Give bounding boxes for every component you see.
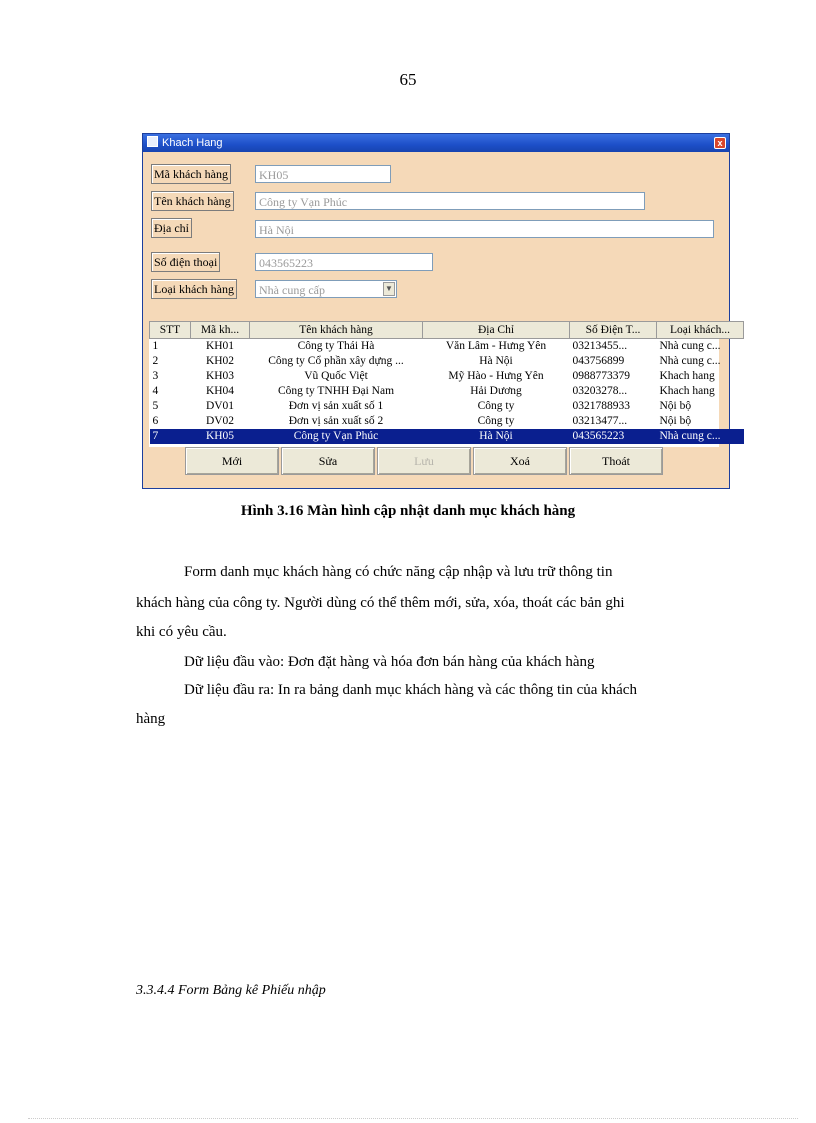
cell-code: DV02	[205, 415, 235, 427]
exit-button[interactable]: Thoát	[569, 447, 663, 475]
cell-name: Công ty Cổ phần xây dựng ...	[268, 355, 404, 367]
table-row-selected[interactable]	[150, 429, 744, 444]
figure-caption: Hình 3.16 Màn hình cập nhật danh mục khách hàng	[240, 503, 576, 519]
cell-name: Đơn vị sản xuất số 1	[288, 400, 384, 412]
cell-type: Nội bộ	[659, 400, 692, 412]
cell-type: Nội bộ	[659, 415, 692, 427]
cell-phone: 03203278...	[572, 385, 628, 397]
col-header-stt[interactable]: STT	[150, 322, 191, 339]
customer-type-select[interactable]	[255, 280, 397, 298]
cell-name: Đơn vị sản xuất số 2	[288, 415, 384, 427]
cell-phone: 043756899	[572, 355, 625, 367]
close-icon[interactable]: x	[714, 137, 726, 149]
col-header-phone[interactable]: Số Điện T...	[570, 322, 657, 339]
table-row[interactable]	[150, 399, 744, 414]
cell-address: Hà Nội	[479, 355, 513, 367]
cell-code: KH03	[205, 370, 235, 382]
cell-phone: 03213455...	[572, 340, 628, 352]
label-customer-code: Mã khách hàng	[151, 164, 231, 184]
cell-type: Nhà cung c...	[659, 340, 721, 352]
table-row[interactable]	[150, 354, 744, 369]
cell-address: Văn Lâm - Hưng Yên	[445, 340, 547, 352]
cell-type: Nhà cung c...	[657, 429, 744, 444]
label-customer-name: Tên khách hàng	[151, 191, 234, 211]
cell-type: Nhà cung c...	[659, 355, 721, 367]
cell-type: Khach hang	[659, 385, 715, 397]
customer-grid[interactable]	[149, 321, 731, 447]
paragraph-line: hàng	[136, 711, 166, 727]
cell-code: KH04	[205, 385, 235, 397]
cell-code: KH01	[205, 340, 235, 352]
col-header-type[interactable]: Loại khách...	[657, 322, 744, 339]
cell-stt: 2	[152, 355, 159, 367]
cell-stt: 6	[152, 415, 159, 427]
address-input[interactable]: Hà Nội	[255, 220, 714, 238]
cell-address: Mỹ Hào - Hưng Yên	[448, 370, 544, 382]
new-button[interactable]: Mới	[185, 447, 279, 475]
delete-button[interactable]: Xoá	[473, 447, 567, 475]
cell-stt: 7	[150, 429, 191, 444]
app-icon	[147, 136, 158, 147]
table-row[interactable]	[150, 339, 744, 355]
cell-type: Khach hang	[659, 370, 715, 382]
paragraph-line: khách hàng của công ty. Người dùng có thể thêm mới, sửa, xóa, thoát các bản ghi	[136, 595, 625, 611]
customer-code-input[interactable]: KH05	[255, 165, 391, 183]
cell-stt: 1	[152, 340, 159, 352]
cell-name: Vũ Quốc Việt	[304, 370, 368, 382]
cell-stt: 3	[152, 370, 159, 382]
cell-phone: 043565223	[570, 429, 657, 444]
label-address: Địa chỉ	[151, 218, 192, 238]
customer-window	[142, 133, 730, 489]
cell-phone: 0321788933	[572, 400, 630, 412]
phone-input[interactable]: 043565223	[255, 253, 433, 271]
col-header-code[interactable]: Mã kh...	[191, 322, 250, 339]
section-heading: 3.3.4.4 Form Bảng kê Phiếu nhập	[136, 983, 326, 998]
cell-address: Hải Dương	[470, 385, 522, 397]
cell-name: Công ty Vạn Phúc	[250, 429, 423, 444]
label-customer-type: Loại khách hàng	[151, 279, 237, 299]
customer-type-value: Nhà cung cấp	[259, 283, 325, 297]
table-row[interactable]	[150, 369, 744, 384]
col-header-address[interactable]: Địa Chỉ	[423, 322, 570, 339]
table-row[interactable]	[150, 384, 744, 399]
window-title: Khach Hang	[162, 137, 223, 149]
save-button[interactable]: Lưu	[377, 447, 471, 475]
cell-address: Hà Nội	[423, 429, 570, 444]
table-row[interactable]	[150, 414, 744, 429]
cell-name: Công ty Thái Hà	[297, 340, 375, 352]
window-titlebar[interactable]	[143, 134, 729, 152]
cell-stt: 4	[152, 385, 159, 397]
chevron-down-icon[interactable]: ▼	[383, 282, 395, 296]
grid-header-row	[150, 322, 744, 339]
customer-name-input[interactable]: Công ty Vạn Phúc	[255, 192, 645, 210]
paragraph-line: khi có yêu cầu.	[136, 624, 227, 640]
edit-button[interactable]: Sửa	[281, 447, 375, 475]
cell-phone: 03213477...	[572, 415, 628, 427]
page-number: 65	[399, 70, 417, 89]
cell-name: Công ty TNHH Đại Nam	[277, 385, 395, 397]
cell-address: Công ty	[477, 400, 515, 412]
cell-code: KH02	[205, 355, 235, 367]
paragraph-line: Dữ liệu đầu ra: In ra bảng danh mục khách hàng và các thông tin của khách	[184, 682, 637, 698]
paragraph-line: Form danh mục khách hàng có chức năng cập nhập và lưu trữ thông tin	[184, 564, 613, 580]
paragraph-line: Dữ liệu đầu vào: Đơn đặt hàng và hóa đơn bán hàng của khách hàng	[184, 654, 595, 670]
cell-address: Công ty	[477, 415, 515, 427]
footer-divider	[28, 1118, 798, 1119]
cell-code: KH05	[191, 429, 250, 444]
cell-stt: 5	[152, 400, 159, 412]
cell-code: DV01	[205, 400, 235, 412]
cell-phone: 0988773379	[572, 370, 630, 382]
col-header-name[interactable]: Tên khách hàng	[250, 322, 423, 339]
label-phone: Số điện thoại	[151, 252, 220, 272]
